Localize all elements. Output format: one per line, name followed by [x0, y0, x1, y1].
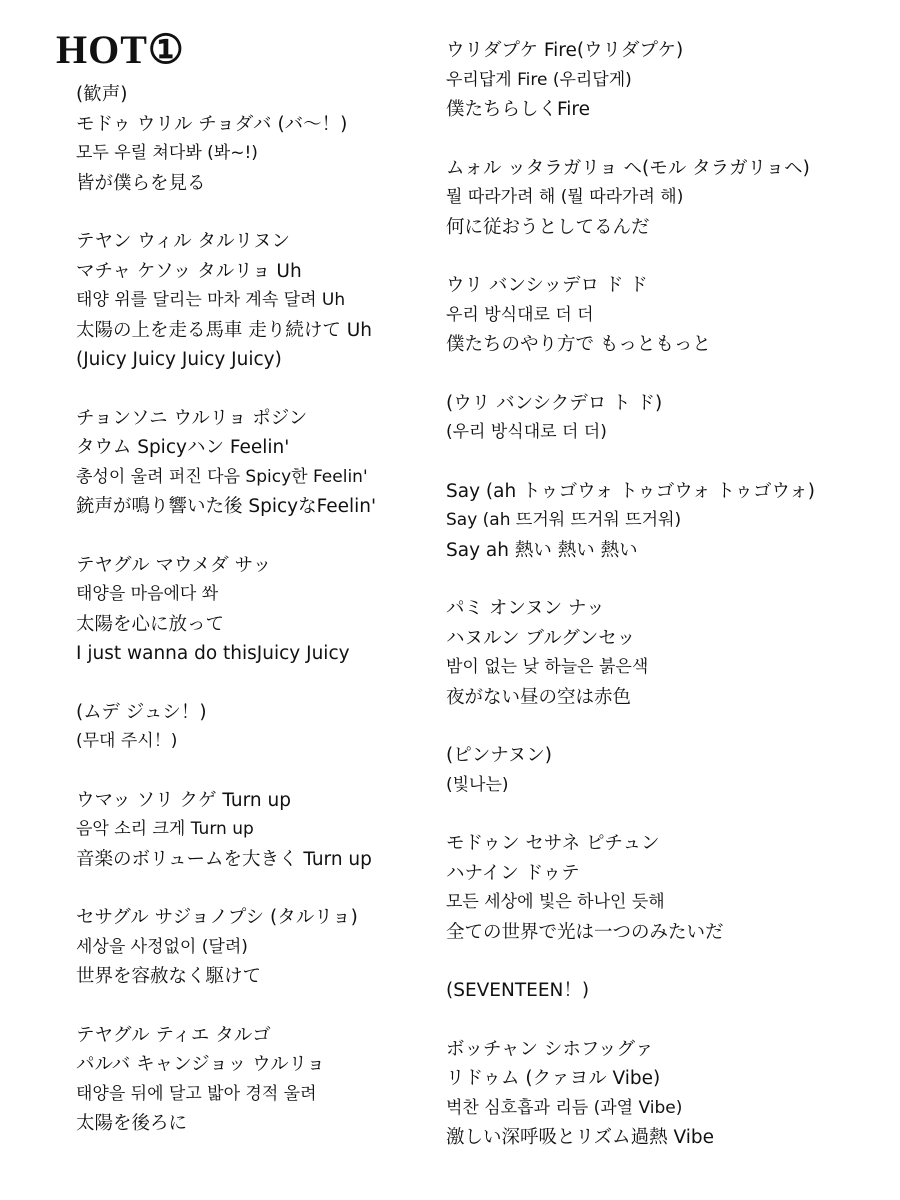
- lyric-line: 何に従おうとしてるんだ: [446, 216, 650, 238]
- lyrics-stanza: [446, 36, 886, 125]
- lyric-line: (ウリ バンシクデロ ト ド): [446, 392, 663, 414]
- lyric-line: (歓声): [76, 84, 128, 105]
- lyric-line: 우리 방식대로 더 더: [446, 304, 594, 325]
- lyric-line: タウム Spicyハン Feelin': [76, 437, 290, 458]
- lyric-line: 音楽のボリュームを大きく Turn up: [76, 848, 372, 870]
- lyric-line: 全ての世界で光は一つのみたいだ: [446, 921, 724, 943]
- lyric-line: 태양을 뒤에 달고 밟아 경적 울려: [76, 1083, 317, 1104]
- lyric-line: チョンソニ ウルリョ ポジン: [76, 407, 308, 429]
- lyrics-stanza: [446, 154, 886, 243]
- lyric-line: テヤグル マウメダ サッ: [76, 554, 272, 576]
- lyric-line: 皆が僕らを見る: [76, 172, 206, 194]
- lyric-line: モドゥン セサネ ピチュン: [446, 833, 660, 854]
- lyric-line: 太陽を心に放って: [76, 613, 225, 635]
- lyric-line: ハナイン ドゥテ: [446, 862, 580, 884]
- lyrics-stanza: [446, 976, 886, 1006]
- lyric-line: 태양 위를 달리는 마차 계속 달려 Uh: [76, 290, 346, 310]
- lyrics-stanza: [76, 80, 436, 198]
- lyric-line: 太陽を後ろに: [76, 1113, 188, 1134]
- lyrics-stanza: [76, 903, 436, 992]
- lyrics-stanza: [446, 829, 886, 947]
- lyric-line: Say (ah 뜨거워 뜨거워 뜨거워): [446, 510, 682, 530]
- lyric-line: 僕たちらしくFire: [446, 99, 591, 120]
- lyric-line: 夜がない昼の空は赤色: [446, 686, 632, 708]
- lyrics-stanza: [76, 404, 436, 522]
- lyric-line: ボッチャン シホフッグァ: [446, 1038, 654, 1060]
- lyric-line: Say ah 熱い 熱い 熱い: [446, 539, 638, 561]
- lyric-line: 銃声が鳴り響いた後 SpicyなFeelin': [76, 496, 377, 517]
- lyric-line: 뭘 따라가려 해 (뭘 따라가려 해): [446, 187, 684, 207]
- lyrics-stanza: [76, 227, 436, 375]
- lyrics-column-right: [446, 36, 886, 1182]
- lyric-line: 激しい深呼吸とリズム過熱 Vibe: [446, 1127, 715, 1148]
- lyric-line: リドゥム (クァヨル Vibe): [446, 1068, 661, 1089]
- lyric-line: モドゥ ウリル チョダバ (バ～！): [76, 113, 348, 135]
- lyrics-stanza: [446, 389, 886, 448]
- lyric-line: ムォル ッタラガリョ ヘ(モル タラガリョヘ): [446, 157, 810, 179]
- lyric-line: (SEVENTEEN！): [446, 980, 590, 1001]
- lyric-line: 벅찬 심호흡과 리듬 (과열 Vibe): [446, 1097, 683, 1118]
- lyric-line: (ムデ ジュシ！): [76, 701, 207, 723]
- lyrics-stanza: [76, 1021, 436, 1139]
- lyrics-stanza: [76, 698, 436, 757]
- lyric-line: ウリ バンシッデロ ド ド: [446, 275, 648, 296]
- lyric-line: ウリダプケ Fire(ウリダプケ): [446, 40, 684, 61]
- lyric-line: 世界を容赦なく駆けて: [76, 966, 262, 987]
- lyric-line: パルバ キャンジョッ ウルリョ: [76, 1054, 326, 1075]
- lyric-line: 모든 세상에 빛은 하나인 듯해: [446, 892, 665, 912]
- lyric-line: 태양을 마음에다 쏴: [76, 584, 219, 604]
- lyric-line: (우리 방식대로 더 더): [446, 422, 607, 442]
- lyric-line: 총성이 울려 퍼진 다음 Spicy한 Feelin': [76, 466, 368, 487]
- lyric-line: ハヌルン ブルグンセッ: [446, 627, 636, 649]
- lyric-line: ウマッ ソリ クゲ Turn up: [76, 789, 291, 811]
- lyrics-stanza: [446, 271, 886, 360]
- lyric-line: 우리답게 Fire (우리답게): [446, 69, 632, 90]
- lyric-line: セサグル サジョノプシ (タルリョ): [76, 907, 358, 928]
- lyric-line: 모두 우릴 쳐다봐 (봐~!): [76, 143, 258, 163]
- lyric-line: 음악 소리 크게 Turn up: [76, 819, 254, 839]
- lyric-line: パミ オンヌン ナッ: [446, 598, 605, 619]
- lyric-line: テヤン ウィル タルリヌン: [76, 231, 290, 252]
- lyrics-stanza: [446, 594, 886, 712]
- lyrics-stanza: [446, 741, 886, 800]
- lyric-line: (빛나는): [446, 774, 509, 795]
- lyrics-column-left: [76, 80, 436, 1168]
- lyric-line: I just wanna do thisJuicy Juicy: [76, 643, 350, 664]
- lyric-line: Say (ah トゥゴウォ トゥゴウォ トゥゴウォ): [446, 480, 815, 502]
- lyric-line: (ピンナヌン): [446, 745, 553, 766]
- lyrics-stanza: [76, 551, 436, 669]
- page-title: HOT①: [56, 27, 185, 72]
- lyrics-stanza: [446, 477, 886, 566]
- lyrics-stanza: [76, 786, 436, 875]
- lyric-line: 太陽の上を走る馬車 走り続けて Uh: [76, 319, 373, 341]
- lyric-line: 僕たちのやり方で もっともっと: [446, 334, 711, 355]
- lyric-line: マチャ ケソッ タルリョ Uh: [76, 260, 302, 282]
- lyric-line: テヤグル ティエ タルゴ: [76, 1024, 271, 1046]
- lyric-line: (무대 주시！): [76, 731, 178, 751]
- lyric-line: 밤이 없는 낮 하늘은 붉은색: [446, 657, 649, 677]
- lyrics-stanza: [446, 1035, 886, 1153]
- lyric-line: (Juicy Juicy Juicy Juicy): [76, 349, 282, 370]
- lyric-line: 세상을 사정없이 (달려): [76, 936, 248, 957]
